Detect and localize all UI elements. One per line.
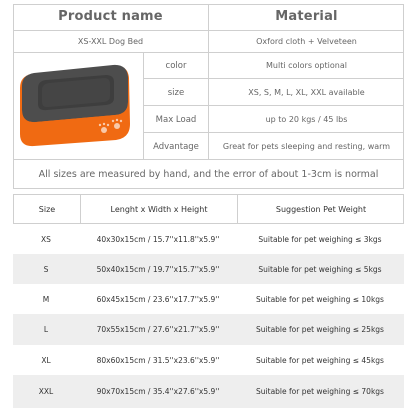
dimensions-cell: 50x40x15cm / 19.7''x15.7''x5.9'' — [96, 264, 220, 274]
size-cell: XXL — [38, 387, 54, 396]
dimensions-cell: 90x70x15cm / 35.4''x27.6''x5.9'' — [96, 387, 220, 396]
attr-value-max-load: up to 20 kgs / 45 lbs — [265, 115, 348, 124]
material-header: Material — [275, 9, 338, 24]
weight-cell: Suitable for pet weighing ≤ 70kgs — [256, 387, 384, 396]
weight-header: Suggestion Pet Weight — [275, 204, 367, 214]
dimensions-cell: 80x60x15cm / 31.5''x23.6''x5.9'' — [96, 355, 220, 365]
size-cell: L — [43, 325, 49, 334]
dimensions-cell: 60x45x15cm / 23.6''x17.7''x5.9'' — [96, 294, 220, 304]
table-row — [13, 224, 404, 254]
size-cell: M — [42, 294, 50, 304]
attr-label-max-load: Max Load — [155, 115, 197, 125]
size-chart-header-row — [13, 194, 404, 224]
weight-cell: Suitable for pet weighing ≤ 25kgs — [256, 325, 384, 334]
table-row — [13, 284, 404, 314]
table-border-bottom — [13, 188, 404, 189]
dimensions-cell: 70x55x15cm / 27.6''x21.7''x5.9'' — [96, 325, 220, 334]
weight-cell: Suitable for pet weighing ≤ 3kgs — [258, 234, 382, 244]
weight-cell: Suitable for pet weighing ≤ 10kgs — [256, 294, 384, 304]
size-chart-table — [13, 194, 404, 410]
attr-value-size: XS, S, M, L, XL, XXL available — [248, 88, 365, 97]
weight-cell: Suitable for pet weighing ≤ 5kgs — [258, 264, 382, 274]
dog-bed-image — [16, 50, 132, 150]
row-divider — [143, 105, 404, 106]
product-name-value: XS-XXL Dog Bed — [77, 37, 144, 46]
size-cell: S — [43, 264, 49, 274]
table-row — [13, 375, 404, 408]
attr-value-advantage: Great for pets sleeping and resting, warm — [222, 142, 391, 151]
material-value: Oxford cloth + Velveteen — [256, 37, 357, 46]
row-divider — [143, 132, 404, 133]
table-row — [13, 254, 404, 284]
size-cell: XL — [41, 355, 51, 365]
dimensions-header: Lenght x Width x Height — [80, 195, 238, 223]
measurement-note: All sizes are measured by hand, and the error of about 1-3cm is normal — [38, 169, 379, 180]
table-row — [13, 345, 404, 375]
attr-label-advantage: Advantage — [153, 142, 199, 152]
product-name-header: Product name — [58, 9, 163, 24]
table-row — [13, 314, 404, 345]
table-border-left — [13, 4, 14, 189]
attr-label-size: size — [167, 88, 185, 98]
attr-value-color: Multi colors optional — [266, 61, 347, 70]
attr-label-color: color — [165, 61, 187, 71]
row-divider — [13, 159, 404, 160]
dimensions-cell: 40x30x15cm / 15.7''x11.8''x5.9'' — [96, 234, 220, 244]
product-info-table — [13, 4, 404, 189]
row-divider — [143, 78, 404, 79]
size-header: Size — [38, 204, 56, 214]
size-cell: XS — [41, 234, 51, 244]
weight-cell: Suitable for pet weighing ≤ 45kgs — [256, 355, 384, 365]
